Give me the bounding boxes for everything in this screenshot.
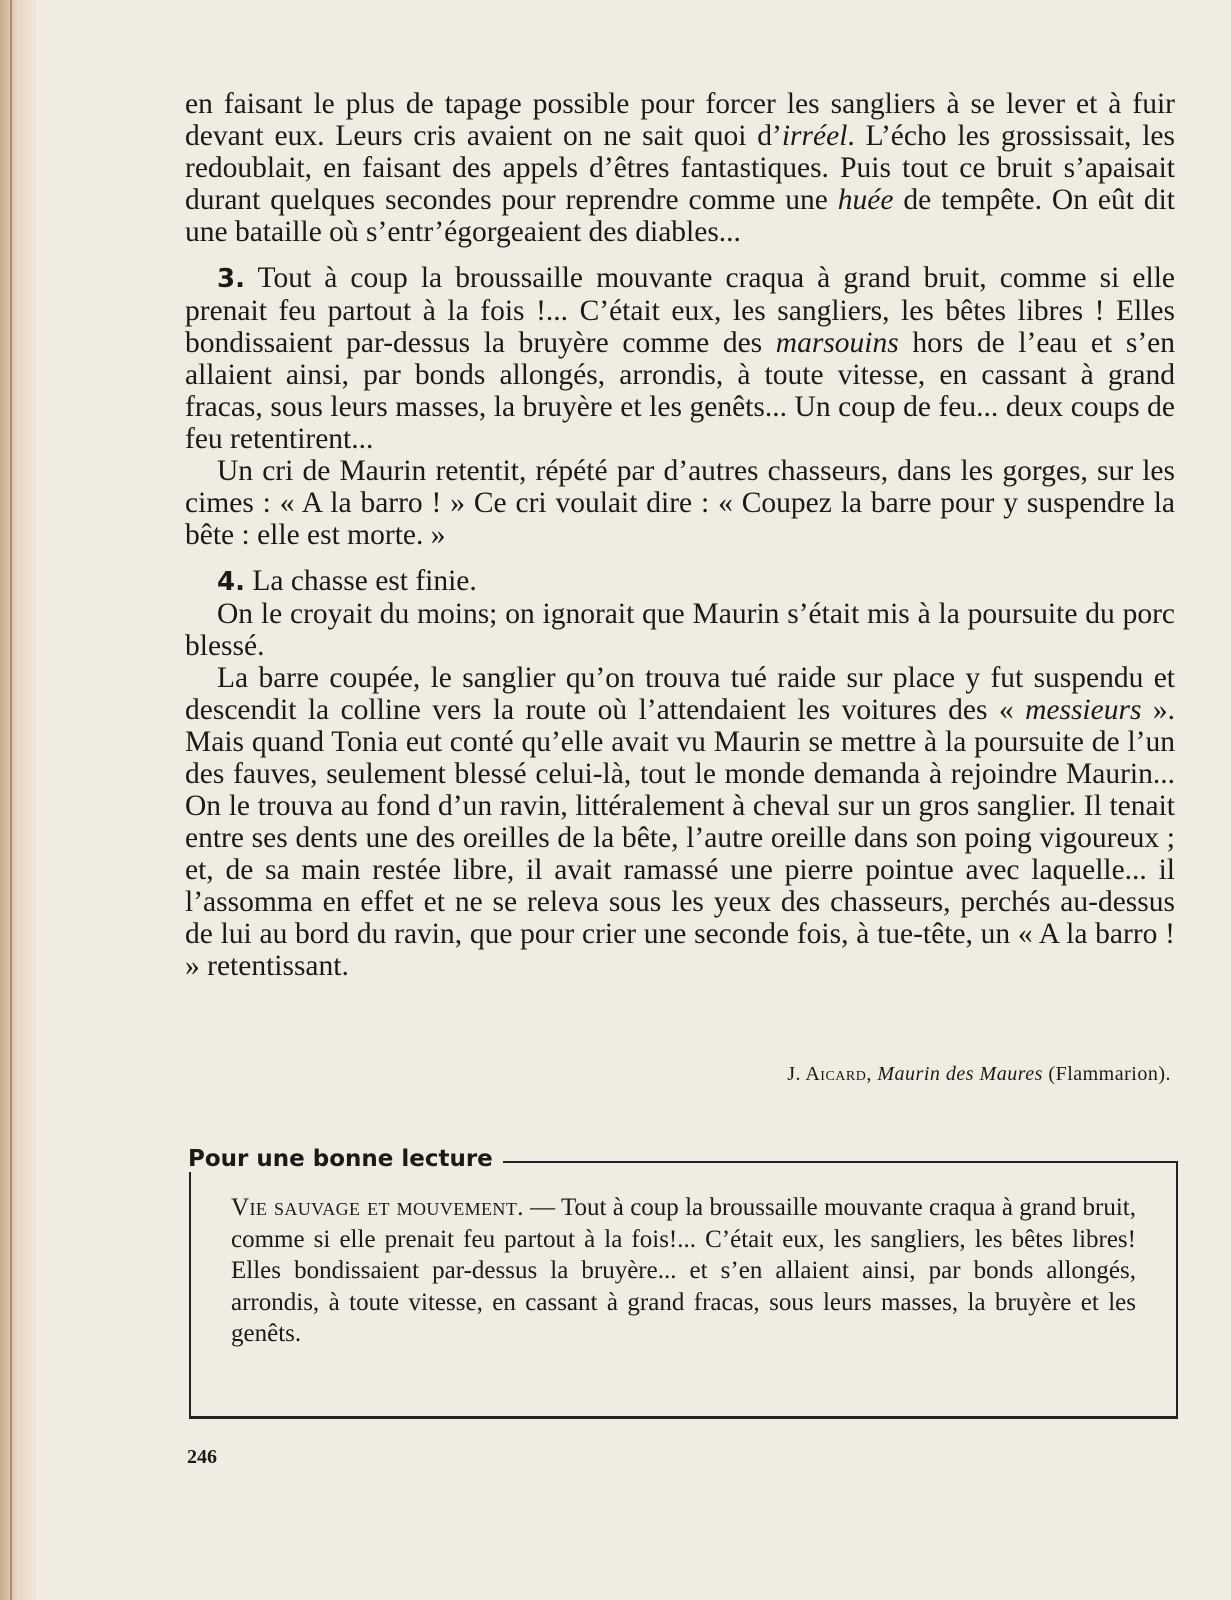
reading-box-lead: Vie sauvage et mouvement. — [231, 1194, 524, 1221]
page-number: 246 — [187, 1446, 217, 1468]
text-run: La chasse est finie. — [244, 565, 477, 597]
citation — [787, 1063, 1171, 1086]
text-run: en faisant le plus de tapage possible pour forcer les sangliers à se lever et à fuir devant eux. Leurs cris avaient on ne sait quoi d’ — [185, 88, 1175, 152]
text-run: hors de l’eau et s’en allaient ainsi, par bonds allongés, arrondis, à toute vitesse, en cassant à grand fracas, sous leurs masses, la bruyère et les genêts... Un coup de feu... deux coups de feu retentirent... — [185, 327, 1175, 455]
text-run: La barre coupée, le sanglier qu’on trouva tué raide sur place y fut suspendu et descendit la colline vers la route où l’attendaient les voitures des « — [185, 662, 1175, 726]
reading-box-heading: Pour une bonne lecture — [188, 1146, 503, 1172]
text-run: de tempête. On eût dit une bataille où s’entr’égorgeaient des diables... — [185, 184, 1176, 248]
paragraph-4-section — [185, 565, 1175, 598]
italic-word: huée — [837, 184, 894, 216]
paragraph-cry: Un cri de Maurin retentit, répété par d’autres chasseurs, dans les gorges, sur les cimes : « A la barro ! » Ce cri voulait dire : « Coupez la barre pour y suspendre la bête : elle est morte. » — [185, 455, 1175, 551]
italic-word: messieurs — [1025, 694, 1142, 726]
section-number: 4. — [217, 567, 245, 597]
citation-work: Maurin des Maures — [877, 1063, 1043, 1085]
paragraph-believed: On le croyait du moins; on ignorait que Maurin s’était mis à la poursuite du porc blessé. — [185, 598, 1175, 662]
text-run: Tout à coup la broussaille mouvante craqua à grand bruit, comme si elle prenait feu partout à la fois !... C’était eux, les sangliers, les bêtes libres ! Elles bondissaient par-dessus la bruyère comme des — [185, 262, 1175, 359]
text-run: ». Mais quand Tonia eut conté qu’elle avait vu Maurin se mettre à la poursuite de l’un des fauves, seulement blessé celui-là, tout le monde demanda à rejoindre Maurin... On le trouva au fond d’un ravin, littéralement à cheval sur un gros sanglier. Il tenait entre ses dents une des oreilles de la bête, l’autre oreille dans son poing vigoureux ; et, de sa main restée libre, il avait ramassé une pierre pointue avec laquelle... il l’assomma en effet et ne se releva sous les yeux des chasseurs, perchés au-dessus de lui au bord du ravin, que pour crier une seconde fois, à tue-tête, un « A la barro ! » retentissant. — [185, 694, 1175, 982]
paragraph-3-section — [185, 262, 1175, 455]
section-number: 3. — [217, 264, 245, 294]
citation-publisher: (Flammarion). — [1048, 1063, 1171, 1085]
italic-word: marsouins — [775, 327, 899, 359]
reading-box-text — [231, 1192, 1136, 1350]
text-run: . L’écho les grossissait, les redoublait, en faisant des appels d’êtres fantastiques. Puis tout ce bruit s’apaisait durant quelques secondes pour reprendre comme une — [185, 120, 1175, 216]
main-text — [185, 88, 1175, 982]
paragraph-barre — [185, 662, 1175, 982]
italic-word: irréel — [781, 120, 848, 152]
paragraph-1 — [185, 88, 1175, 248]
citation-author: J. Aicard, — [787, 1063, 872, 1085]
reading-box-body: — Tout à coup la broussaille mouvante craqua à grand bruit, comme si elle prenait feu partout à la fois!... C’était eux, les sangliers, les bêtes libres! Elles bondissaient par-dessus la bruyère... et s’en allaient ainsi, par bonds allongés, arrondis, à toute vitesse, en cassant à grand fracas, sous leurs masses, la bruyère et les genêts. — [231, 1194, 1136, 1347]
